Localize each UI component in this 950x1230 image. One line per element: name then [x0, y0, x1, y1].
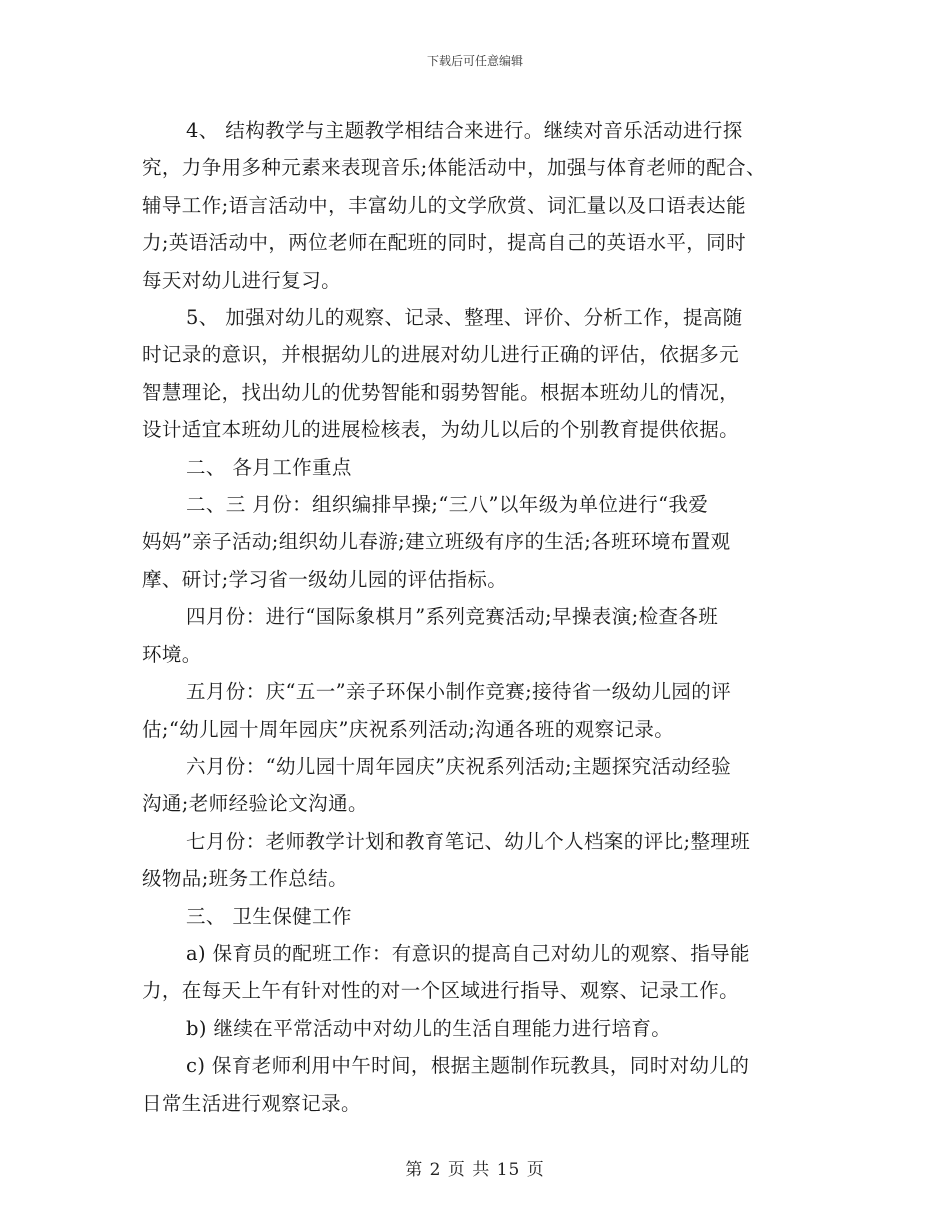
paragraph-item-4 [142, 112, 822, 299]
paragraph-may [142, 673, 822, 748]
text-line: 六月份：“幼儿园十周年园庆”庆祝系列活动;主题探究活动经验 [186, 754, 732, 778]
text-line: 七月份：老师教学计划和教育笔记、幼儿个人档案的评比;整理班 [186, 829, 751, 853]
text-line: 四月份：进行“国际象棋月”系列竞赛活动;早操表演;检查各班 [186, 605, 719, 629]
text-line: 时记录的意识，并根据幼儿的进展对幼儿进行正确的评估，依据多元 [142, 343, 740, 367]
text-line: 估;“幼儿园十周年园庆”庆祝系列活动;沟通各班的观察记录。 [142, 717, 675, 741]
text-line: 妈妈”亲子活动;组织幼儿春游;建立班级有序的生活;各班环境布置观 [142, 530, 731, 554]
text-line: 每天对幼儿进行复习。 [142, 268, 342, 292]
text-line: 二、三 月份：组织编排早操;“三八”以年级为单位进行“我爱 [186, 493, 709, 517]
paragraph-item-b [142, 1010, 822, 1047]
paragraph-july [142, 823, 822, 898]
text-line: 5、 加强对幼儿的观察、记录、整理、评价、分析工作，提高随 [186, 306, 743, 330]
page-number-footer: 第 2 页 共 15 页 [405, 1160, 545, 1180]
text-line: 五月份：庆“五一”亲子环保小制作竞赛;接待省一级幼儿园的评 [186, 680, 732, 704]
section-heading-monthly-focus [142, 449, 822, 486]
text-line: 摩、研讨;学习省一级幼儿园的评估指标。 [142, 567, 508, 591]
text-line: 三、 卫生保健工作 [186, 904, 352, 928]
text-line: 智慧理论，找出幼儿的优势智能和弱势智能。根据本班幼儿的情况， [142, 380, 740, 404]
text-line: 环境。 [142, 642, 202, 666]
text-line: 力，在每天上午有针对性的对一个区域进行指导、观察、记录工作。 [142, 979, 740, 1003]
document-body [142, 112, 822, 1122]
text-line: 究，力争用多种元素来表现音乐;体能活动中，加强与体育老师的配合、 [142, 156, 766, 180]
paragraph-april [142, 598, 822, 673]
paragraph-item-c [142, 1047, 822, 1122]
text-line: 4、 结构教学与主题教学相结合来进行。继续对音乐活动进行探 [186, 119, 743, 142]
text-line: 级物品;班务工作总结。 [142, 867, 348, 891]
section-heading-health-care [142, 898, 822, 935]
text-line: 日常生活进行观察记录。 [142, 1091, 361, 1115]
text-line: a) 保育员的配班工作：有意识的提高自己对幼儿的观察、指导能 [186, 941, 750, 965]
text-line: 沟通;老师经验论文沟通。 [142, 792, 368, 816]
page-header: 下载后可任意编辑 [426, 54, 523, 68]
paragraph-june [142, 748, 822, 823]
text-line: 二、 各月工作重点 [186, 455, 352, 479]
paragraph-feb-march [142, 486, 822, 598]
paragraph-item-a [142, 935, 822, 1010]
text-line: b) 继续在平常活动中对幼儿的生活自理能力进行培育。 [186, 1016, 672, 1040]
paragraph-item-5 [142, 299, 822, 449]
text-line: 设计适宜本班幼儿的进展检核表，为幼儿以后的个别教育提供依据。 [142, 418, 740, 442]
text-line: c) 保育老师利用中午时间，根据主题制作玩教具，同时对幼儿的 [186, 1054, 750, 1078]
text-line: 辅导工作;语言活动中，丰富幼儿的文学欣赏、词汇量以及口语表达能 [142, 193, 746, 217]
text-line: 力;英语活动中，两位老师在配班的同时，提高自己的英语水平，同时 [142, 231, 746, 255]
